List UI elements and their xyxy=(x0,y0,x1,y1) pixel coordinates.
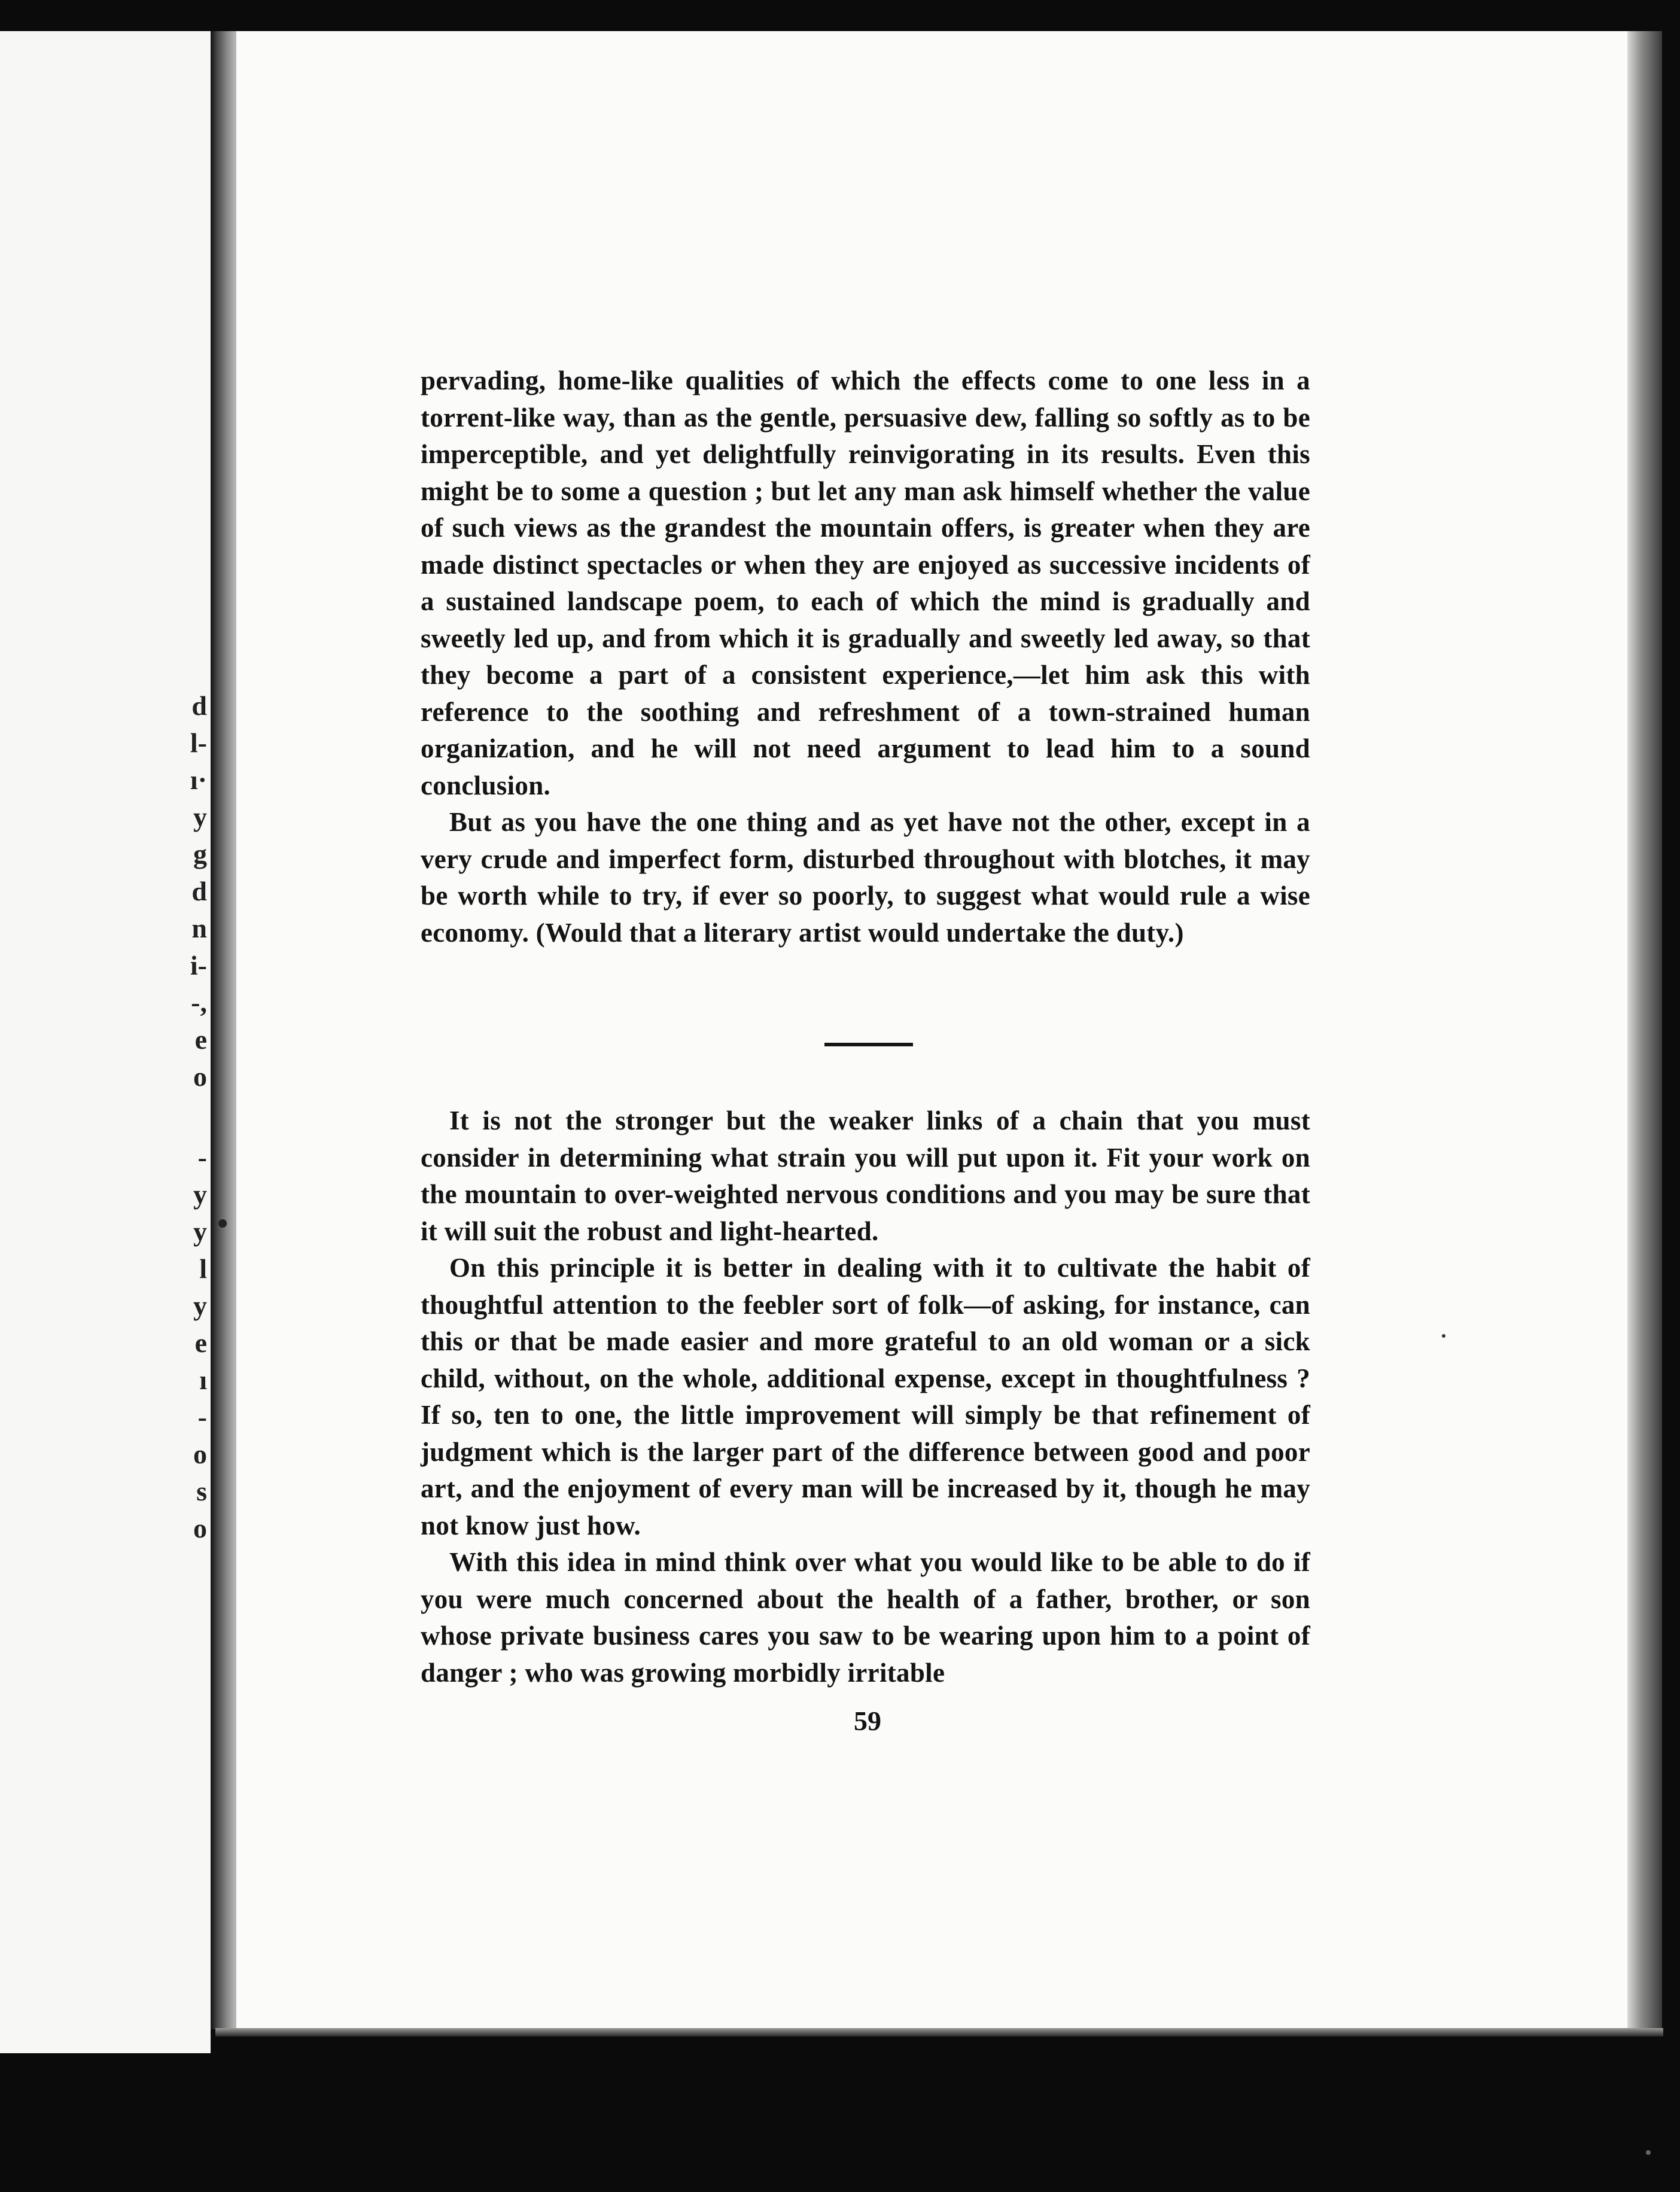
paragraph: On this principle it is better in dealing with it to cultivate the habit of thoughtful attention to the feebler sort of folk—of asking, for instance, can this or that be made easier and more grateful to an old woman or a sick child, without, on the whole, additional expense, except in thoughtfulness ? If so, ten to one, the little improvement will simply be that refinement of judgment which is the larger part of the difference between good and poor art, and the enjoyment of every man will be increased by it, though he may not know just how. xyxy=(421,1253,1310,1541)
facing-page-fragment: e xyxy=(194,1024,207,1055)
paragraph: It is not the stronger but the weaker links of a chain that you must consider in determining what strain you will put upon it. Fit your work on the mountain to over-weighted nervous conditions and you may be sure that it will suit the robust and light-hearted. xyxy=(421,1106,1310,1246)
facing-page-fragment: o xyxy=(193,1513,207,1543)
text-block-lower xyxy=(421,1103,1310,1691)
facing-page-fragment: y xyxy=(193,1216,207,1247)
scan-speck xyxy=(1646,2150,1651,2155)
book-page xyxy=(236,31,1636,2029)
facing-page-text-fragments xyxy=(0,692,211,1560)
paragraph: But as you have the one thing and as yet have not the other, except in a very crude and imperfect form, disturbed throughout with blotches, it may be worth while to try, if ever so poorly, to suggest what would rule a wise economy. (Would that a literary artist would undertake the duty.) xyxy=(421,807,1310,948)
facing-page-fragment: l xyxy=(199,1253,207,1284)
facing-page-fragment: - xyxy=(197,1142,207,1173)
facing-page-fragment: g xyxy=(193,839,207,869)
facing-page xyxy=(0,31,211,2053)
facing-page-fragment: o xyxy=(193,1061,207,1092)
facing-page-fragment: y xyxy=(193,802,207,832)
facing-page-fragment: ı· xyxy=(190,765,207,795)
text-block-upper xyxy=(421,363,1310,951)
facing-page-fragment: d xyxy=(191,690,207,721)
facing-page-fragment: s xyxy=(196,1476,207,1506)
page-number: 59 xyxy=(854,1706,881,1736)
facing-page-fragment: e xyxy=(194,1328,207,1358)
facing-page-fragment: n xyxy=(191,913,207,943)
facing-page-fragment: i- xyxy=(190,950,207,981)
page-edge-shadow xyxy=(1627,31,1662,2029)
facing-page-fragment: d xyxy=(191,876,207,906)
section-divider-rule xyxy=(824,1043,913,1046)
page-bottom-edge xyxy=(215,2028,1663,2036)
facing-page-fragment: - xyxy=(197,1402,207,1432)
paragraph: With this idea in mind think over what you would like to be able to do if you were much concerned about the health of a father, brother, or son whose private business cares you saw to be wearing upon him to a point of danger ; who was growing morbidly irritable xyxy=(421,1547,1310,1688)
facing-page-fragment: y xyxy=(193,1290,207,1321)
facing-page-fragment: ı xyxy=(199,1365,207,1395)
facing-page-fragment: o xyxy=(193,1439,207,1469)
facing-page-fragment: l- xyxy=(190,727,207,758)
facing-page-fragment: y xyxy=(193,1179,207,1210)
facing-page-fragment: -, xyxy=(191,987,207,1018)
paragraph: pervading, home-like qualities of which the effects come to one less in a torrent-like way, than as the gentle, persuasive dew, falling so softly as to be imperceptible, and yet delightfully reinvigorating in its results. Even this might be to some a question ; but let any man ask himself whether the value of such views as the grandest the mountain offers, is greater when they are made distinct spectacles or when they are enjoyed as successive incidents of a sustained landscape poem, to each of which the mind is gradually and sweetly led up, and from which it is gradually and sweetly led away, so that they become a part of a consistent experience,—let him ask this with reference to the soothing and refreshment of a town-strained human organization, and he will not need argument to lead him to a sound conclusion. xyxy=(421,366,1310,800)
